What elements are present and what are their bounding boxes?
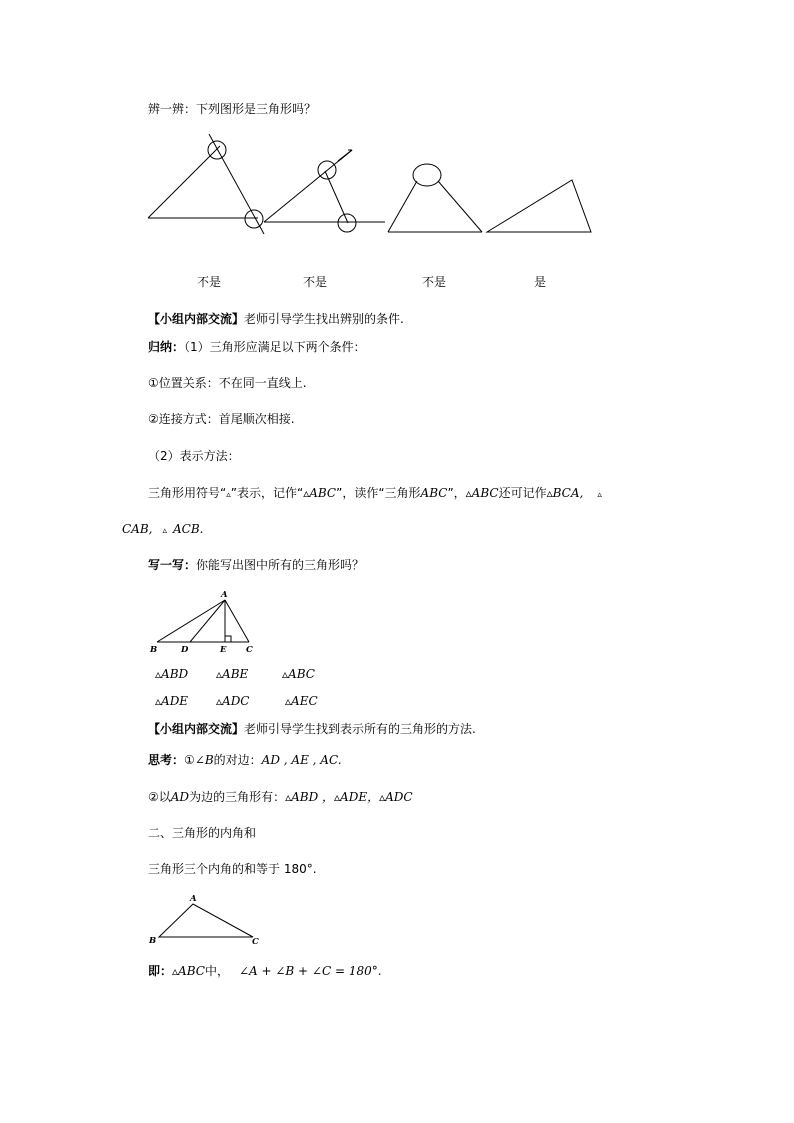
angle-sum-conclusion (148, 962, 382, 979)
label-b: B (149, 936, 157, 946)
answer-3: 不是 (422, 275, 447, 289)
section-2-title: 二、三角形的内角和 (148, 826, 257, 840)
label-b: B (150, 645, 158, 655)
triangle-answer: ▵ADC (216, 694, 250, 708)
conclusion-math: ▵ABC (172, 964, 205, 978)
shapes-figure (140, 128, 610, 238)
notation-math: ▵BCA, (546, 486, 584, 500)
think-math: AD , AE , AC. (261, 753, 342, 767)
think-text: ②以 (148, 790, 171, 804)
think-text: ① (184, 753, 195, 767)
summary-line-1 (148, 338, 366, 355)
question-2 (148, 556, 364, 573)
notation-text: ”，读作“三角形 (336, 486, 421, 500)
answer-2: 不是 (303, 275, 328, 289)
summary-line-2: （2）表示方法： (148, 449, 240, 463)
triangle-answer: ▵ABE (216, 667, 249, 681)
triangle-angle-figure (145, 890, 265, 945)
notation-line (148, 484, 602, 501)
exchange-2-body: 老师引导学生找到表示所有的三角形的方法. (244, 722, 476, 736)
triangle-symbol: ▵ (597, 490, 602, 500)
label-c: C (246, 645, 253, 655)
triangle-symbol: ▵ (162, 526, 168, 536)
exchange-2-head: 【小组内部交流】 (148, 722, 245, 736)
shape-crossing-lines (148, 134, 264, 234)
notation-text: 还可记作 (498, 486, 547, 500)
triangle-answer: ▵ADE (155, 694, 189, 708)
exchange-1-head: 【小组内部交流】 (148, 312, 245, 326)
triangle-symbol: ▵ (226, 490, 231, 500)
notation-math: ABC (420, 486, 448, 500)
label-a: A (190, 894, 197, 904)
shape-ellipse-top (388, 164, 482, 232)
notation-math: CAB, (122, 522, 153, 536)
triangle-answer: ▵AEC (285, 694, 318, 708)
triangle-abc-figure (145, 588, 265, 658)
think-text: 为边的三角形有： (189, 790, 286, 804)
answer-4: 是 (534, 275, 547, 289)
condition-2: ②连接方式：首尾顺次相接. (148, 412, 295, 426)
label-d: D (181, 645, 189, 655)
question-1-prompt: 辨一辨：下列图形是三角形吗？ (148, 102, 317, 116)
think-math: AD (170, 790, 190, 804)
question-2-body: 你能写出图中所有的三角形吗？ (196, 558, 365, 572)
label-a: A (221, 590, 228, 600)
angle-sum-statement: 三角形三个内角的和等于 180°. (148, 862, 317, 876)
label-c: C (252, 937, 259, 947)
condition-1: ①位置关系：不在同一直线上. (148, 376, 307, 390)
conclusion-math: ∠A + ∠B + ∠C = 180°. (238, 964, 382, 978)
notation-text: ”， (447, 486, 466, 500)
summary-text-1: （1）三角形应满足以下两个条件： (184, 340, 366, 354)
think-line-2 (148, 788, 413, 805)
shape-open-lines (264, 150, 385, 232)
answer-1: 不是 (197, 275, 222, 289)
summary-head: 归纳： (148, 340, 185, 354)
exchange-2 (148, 720, 476, 737)
think-math: ▵ABD ，▵ADE，▵ADC (285, 790, 413, 804)
think-math: ∠B (194, 753, 214, 767)
notation-line-2 (122, 522, 204, 536)
question-2-head: 写一写： (148, 558, 197, 572)
think-line-1 (148, 751, 342, 768)
exchange-1 (148, 310, 404, 327)
triangle-answer: ▵ABC (282, 667, 315, 681)
exchange-1-body: 老师引导学生找出辨别的条件. (244, 312, 404, 326)
notation-math: ▵ABC (465, 486, 499, 500)
think-text: 的对边： (213, 753, 262, 767)
conclusion-head: 即： (148, 964, 173, 978)
notation-math: ▵ABC (303, 486, 337, 500)
notation-text: 三角形用符号“ (148, 486, 227, 500)
notation-text: ”表示，记作“ (230, 486, 304, 500)
conclusion-text: 中， (204, 964, 229, 978)
think-head: 思考： (148, 753, 185, 767)
triangle-answer: ▵ABD (155, 667, 189, 681)
notation-math: ACB. (173, 522, 204, 536)
shape-triangle (487, 180, 591, 232)
label-e: E (220, 645, 227, 655)
